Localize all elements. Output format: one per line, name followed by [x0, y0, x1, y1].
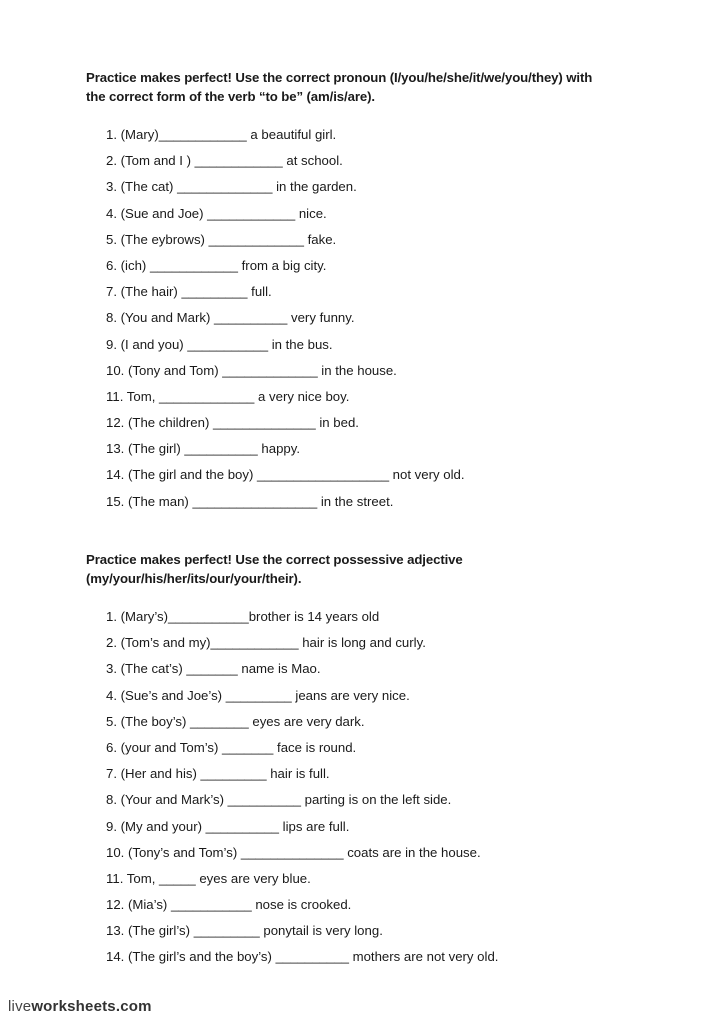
item-text: 14. (The girl and the boy) __________________ not very old.: [106, 467, 465, 483]
exercise-item: [86, 604, 646, 630]
exercise-pronoun-to-be: [86, 68, 646, 515]
exercise-list: [86, 604, 646, 971]
item-text: 15. (The man) _________________ in the street.: [106, 493, 394, 509]
exercise-item: [86, 122, 646, 148]
exercise-item: [86, 787, 646, 813]
logo-main: worksheets.com: [31, 998, 152, 1015]
item-text: 7. (Her and his) _________ hair is full.: [106, 766, 330, 782]
instructions-line: the correct form of the verb “to be” (am/is/are).: [86, 89, 375, 104]
exercise-item: [86, 384, 646, 410]
item-text: 10. (Tony and Tom) _____________ in the house.: [106, 362, 397, 378]
item-text: 2. (Tom’s and my)____________ hair is long and curly.: [106, 635, 426, 651]
instructions-line: Practice makes perfect! Use the correct possessive adjective: [86, 552, 463, 567]
item-text: 13. (The girl) __________ happy.: [106, 441, 301, 457]
exercise-item: [86, 918, 646, 944]
item-text: 11. Tom, _____________ a very nice boy.: [106, 388, 350, 404]
exercise-item: [86, 840, 646, 866]
exercise-list: [86, 122, 646, 515]
exercise-item: [86, 866, 646, 892]
exercise-item: [86, 174, 646, 200]
exercise-item: [86, 148, 646, 174]
item-text: 2. (Tom and I ) ____________ at school.: [106, 153, 343, 169]
item-text: 14. (The girl’s and the boy’s) __________ mothers are not very old.: [106, 949, 499, 965]
instructions-line: Practice makes perfect! Use the correct pronoun (I/you/he/she/it/we/you/they) with: [86, 70, 593, 85]
exercise-item: [86, 735, 646, 761]
item-text: 1. (Mary’s)___________brother is 14 years old: [106, 609, 380, 624]
exercise-item: [86, 332, 646, 358]
instructions-heading: [86, 550, 646, 588]
item-text: 11. Tom, _____ eyes are very blue.: [106, 870, 311, 886]
item-text: 5. (The eybrows) _____________ fake.: [106, 231, 337, 247]
item-text: 3. (The cat) _____________ in the garden.: [106, 179, 357, 195]
exercise-item: [86, 683, 646, 709]
exercise-item: [86, 227, 646, 253]
exercise-item: [86, 709, 646, 735]
exercise-item: [86, 253, 646, 279]
exercise-item: [86, 630, 646, 656]
item-text: 13. (The girl’s) _________ ponytail is very long.: [106, 923, 383, 939]
item-text: 8. (You and Mark) __________ very funny.: [106, 310, 355, 326]
item-text: 6. (ich) ____________ from a big city.: [106, 257, 327, 273]
logo-prefix: live: [8, 998, 32, 1015]
exercise-item: [86, 201, 646, 227]
exercise-item: [86, 944, 646, 970]
exercise-item: [86, 358, 646, 384]
instructions-heading: [86, 68, 646, 106]
exercise-possessive-adjective: [86, 550, 646, 971]
item-text: 1. (Mary)____________ a beautiful girl.: [106, 127, 337, 142]
item-text: 12. (The children) ______________ in bed.: [106, 415, 359, 431]
item-text: 3. (The cat’s) _______ name is Mao.: [106, 661, 321, 677]
item-text: 5. (The boy’s) ________ eyes are very dark.: [106, 713, 365, 729]
exercise-item: [86, 814, 646, 840]
exercise-item: [86, 462, 646, 488]
site-logo[interactable]: [8, 998, 152, 1015]
exercise-item: [86, 489, 646, 515]
item-text: 12. (Mia’s) ___________ nose is crooked.: [106, 897, 352, 913]
exercise-item: [86, 436, 646, 462]
item-text: 8. (Your and Mark’s) __________ parting is on the left side.: [106, 792, 452, 808]
exercise-item: [86, 279, 646, 305]
exercise-item: [86, 410, 646, 436]
item-text: 9. (My and your) __________ lips are full.: [106, 818, 350, 834]
item-text: 6. (your and Tom’s) _______ face is round.: [106, 739, 357, 755]
item-text: 7. (The hair) _________ full.: [106, 284, 272, 300]
exercise-item: [86, 761, 646, 787]
exercise-item: [86, 305, 646, 331]
item-text: 4. (Sue and Joe) ____________ nice.: [106, 205, 327, 221]
exercise-item: [86, 656, 646, 682]
instructions-line: (my/your/his/her/its/our/your/their).: [86, 571, 302, 586]
item-text: 4. (Sue’s and Joe’s) _________ jeans are very nice.: [106, 687, 410, 703]
item-text: 9. (I and you) ___________ in the bus.: [106, 336, 333, 352]
item-text: 10. (Tony’s and Tom’s) ______________ coats are in the house.: [106, 844, 481, 860]
exercise-item: [86, 892, 646, 918]
